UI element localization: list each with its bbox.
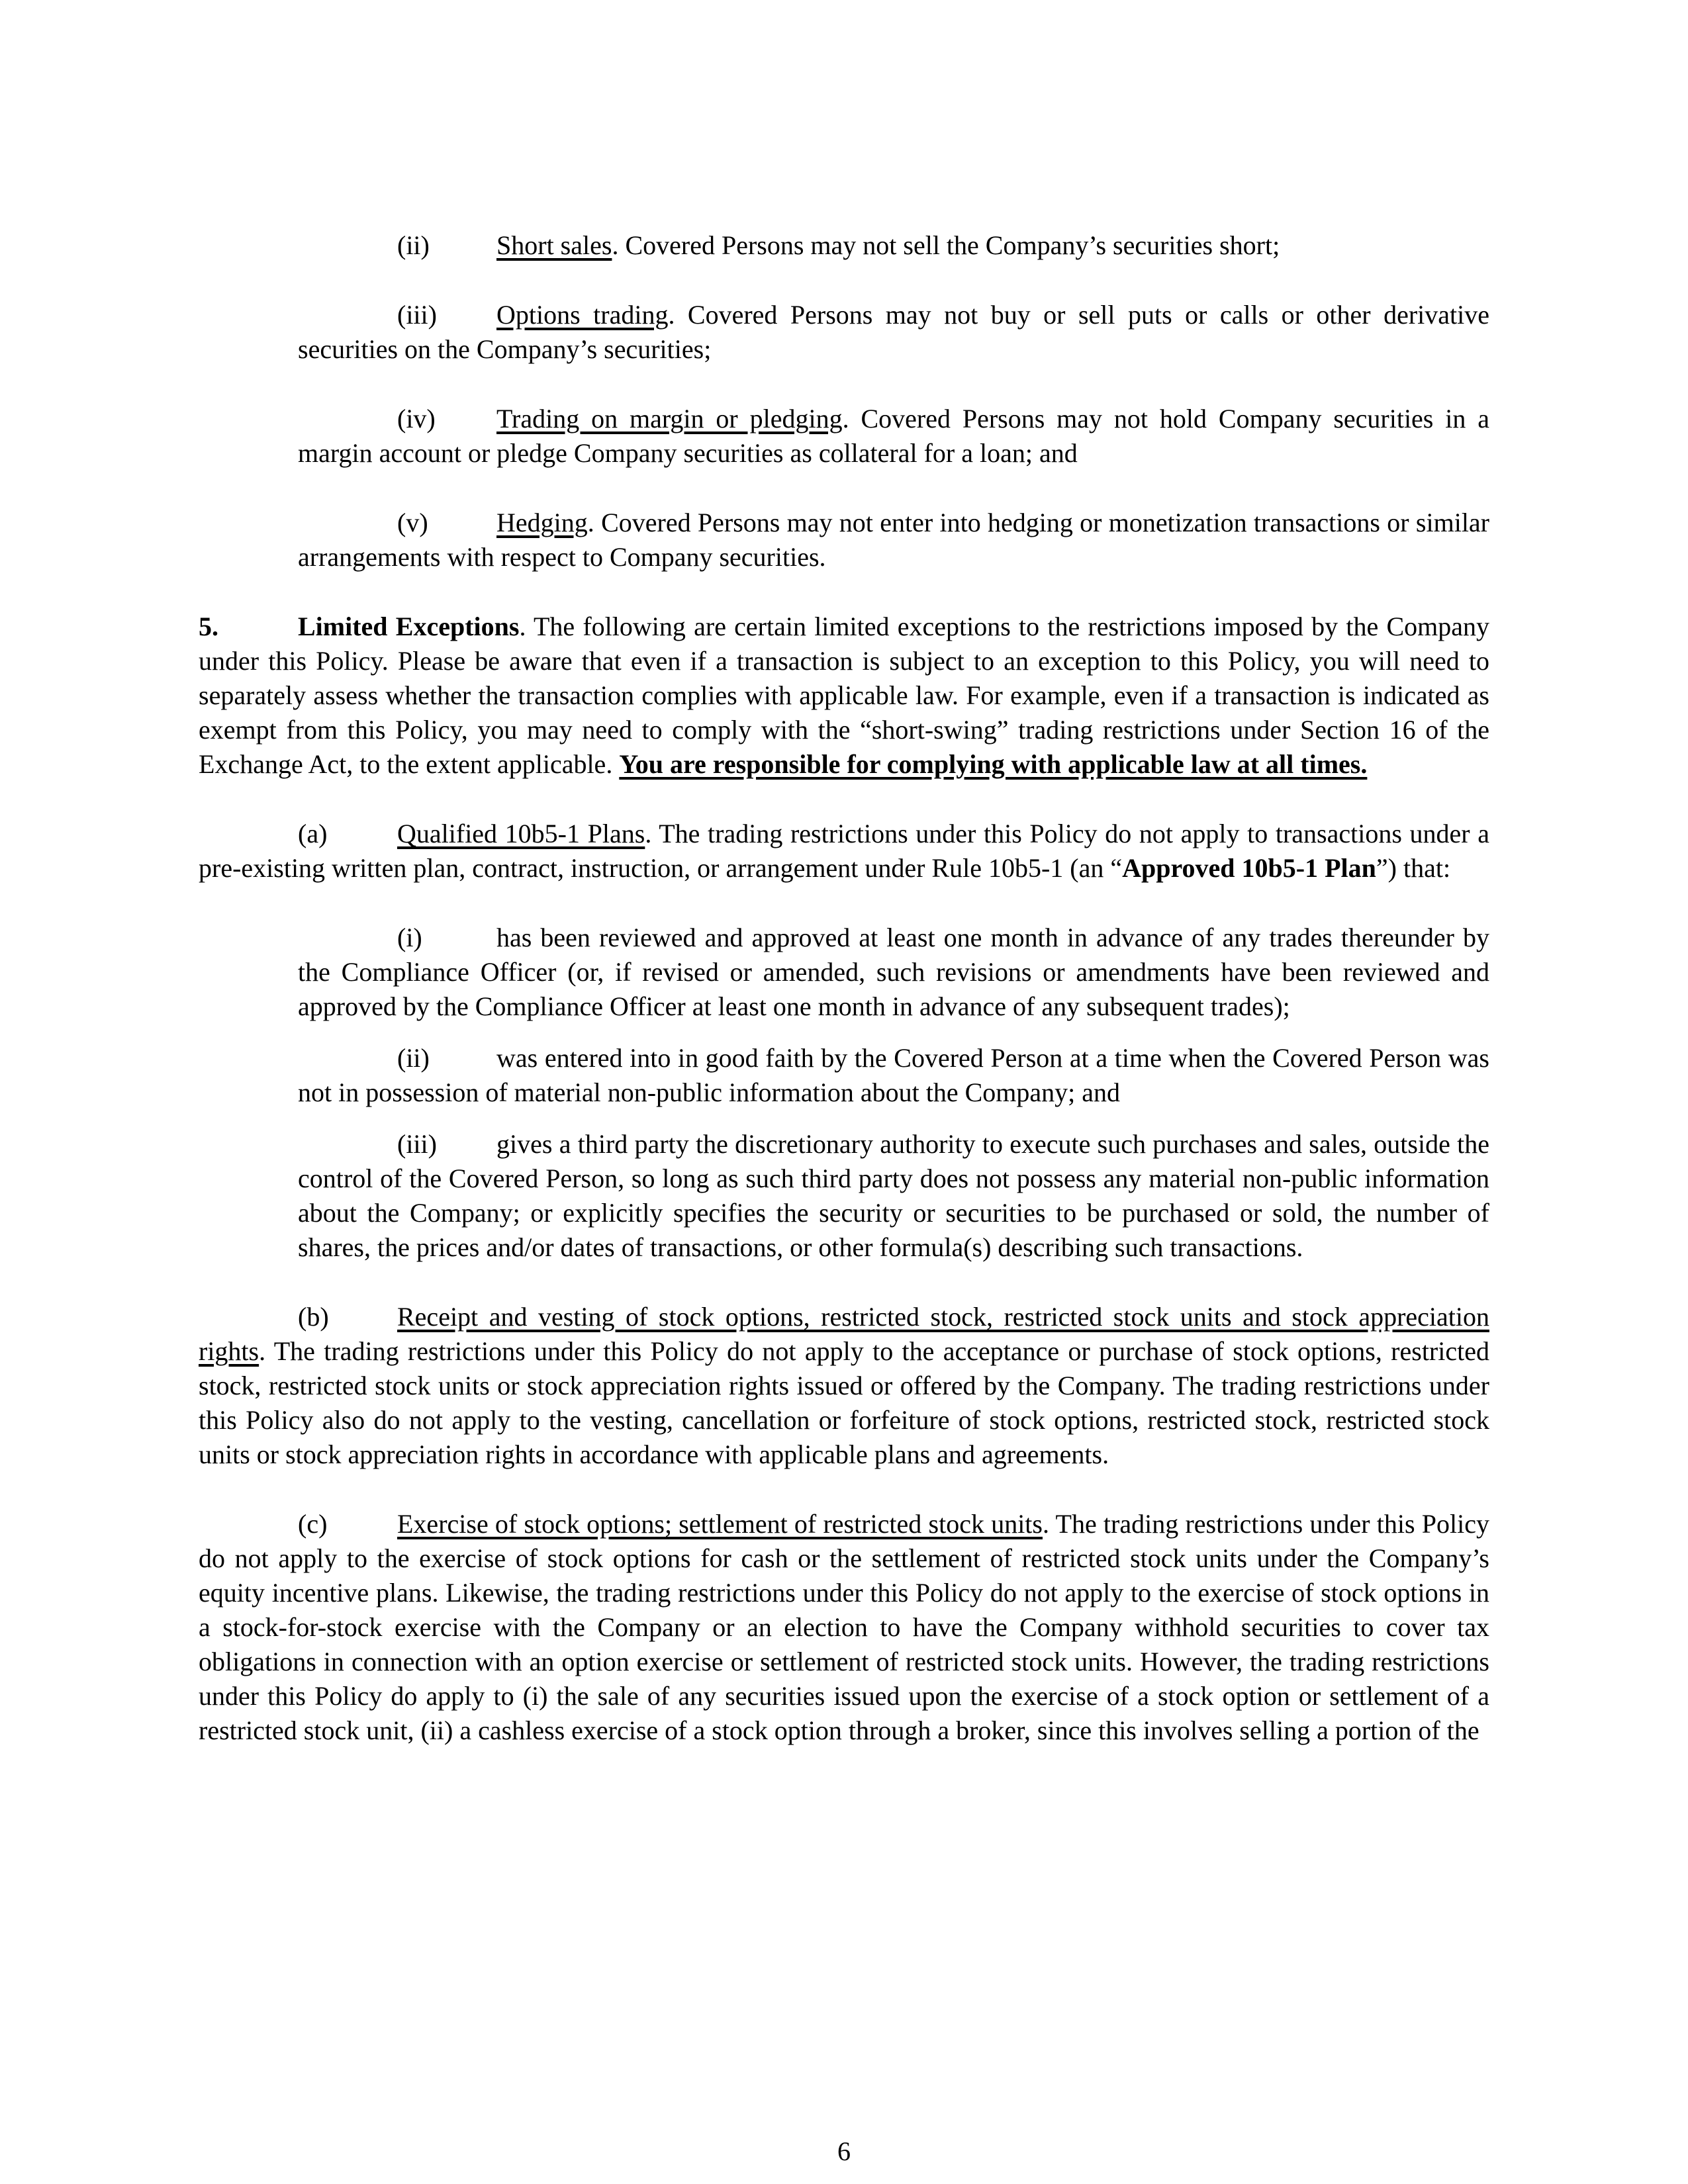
section-text: . The following are certain limited exceptions to the restrictions imposed by the Company under this Policy. Please be aware that even if a transaction is subject to an exception to this Policy, you will need to separately assess whether the transaction complies with applicable law. For example, even if a transaction is indicated as exempt from this Policy, you may need to comply with the “short-swing” trading restrictions under Section 16 of the Exchange Act, to the extent applicable. (199, 612, 1489, 779)
item-text: . Covered Persons may not enter into hedging or monetization transactions or similar arrangements with respect to Company securities. (298, 508, 1489, 572)
section-emphasis: You are responsible for complying with applicable law at all times. (619, 749, 1368, 779)
section-title: Limited Exceptions (298, 612, 520, 641)
item-text: was entered into in good faith by the Covered Person at a time when the Covered Person was not in possession of material non-public information about the Company; and (298, 1043, 1489, 1107)
subsection-text: . The trading restrictions under this Policy do not apply to the exercise of stock options for cash or the settlement of restricted stock units under the Company’s equity incentive plans. Likewise, the trading restrictions under this Policy do not apply to the exercise of stock options in a stock-for-stock exercise with the Company or an election to have the Company withhold securities to cover tax obligations in connection with an option exercise or settlement of restricted stock units. However, the trading restrictions under this Policy do apply to (i) the sale of any securities issued upon the exercise of a stock option or settlement of a restricted stock unit, (ii) a cashless exercise of a stock option through a broker, since this involves selling a portion of the (199, 1509, 1490, 1745)
subsection-title: Exercise of stock options; settlement of restricted stock units (397, 1509, 1043, 1539)
subsection-b-receipt-vesting (199, 1300, 1489, 1472)
plan-condition-i (298, 921, 1489, 1024)
subsection-label: (b) (298, 1302, 329, 1332)
item-label: (iv) (397, 404, 436, 433)
plan-condition-iii (298, 1127, 1489, 1265)
item-title: Hedging (496, 508, 588, 537)
item-text: . Covered Persons may not buy or sell puts or calls or other derivative securities on the Company’s securities; (298, 300, 1489, 364)
item-title: Options trading (496, 300, 669, 330)
item-label: (iii) (397, 1129, 437, 1159)
item-label: (ii) (397, 1043, 430, 1073)
plan-condition-ii (298, 1041, 1489, 1110)
item-title: Trading on margin or pledging (496, 404, 843, 433)
page-number: 6 (837, 2136, 851, 2166)
defined-term: Approved 10b5-1 Plan (1122, 853, 1376, 883)
list-item-short-sales (298, 228, 1489, 263)
subsection-text: . The trading restrictions under this Policy do not apply to transactions under a pre-existing written plan, contract, instruction, or arrangement under Rule 10b5-1 (an “ (199, 819, 1489, 883)
item-label: (iii) (397, 300, 437, 330)
subsection-a-qualified-plans (199, 817, 1489, 886)
item-text: has been reviewed and approved at least one month in advance of any trades thereunder by the Compliance Officer (or, if revised or amended, such revisions or amendments have been reviewed and approved by the Compliance Officer at least one month in advance of any subsequent trades); (298, 923, 1489, 1021)
list-item-options-trading (298, 298, 1489, 367)
subsection-text: . The trading restrictions under this Policy do not apply to the acceptance or purchase of stock options, restricted stock, restricted stock units or stock appreciation rights issued or offered by the Company. The trading restrictions under this Policy also do not apply to the vesting, cancellation or forfeiture of stock options, restricted stock, restricted stock units or stock appreciation rights in accordance with applicable plans and agreements. (199, 1336, 1489, 1469)
section-5-limited-exceptions (199, 610, 1489, 782)
item-label: (ii) (397, 230, 430, 260)
subsection-label: (c) (298, 1509, 328, 1539)
item-text: . Covered Persons may not hold Company securities in a margin account or pledge Company securities as collateral for a loan; and (298, 404, 1489, 468)
subsection-label: (a) (298, 819, 328, 848)
item-text: gives a third party the discretionary authority to execute such purchases and sales, outside the control of the Covered Person, so long as such third party does not possess any material non-public information about the Company; or explicitly specifies the security or securities to be purchased or sold, the number of shares, the prices and/or dates of transactions, or other formula(s) describing such transactions. (298, 1129, 1489, 1262)
item-title: Short sales (496, 230, 612, 260)
list-item-hedging (298, 506, 1489, 574)
subsection-c-exercise-settlement (199, 1507, 1489, 1748)
subsection-title: Qualified 10b5-1 Plans (397, 819, 645, 848)
item-label: (v) (397, 508, 428, 537)
item-text: . Covered Persons may not sell the Company’s securities short; (612, 230, 1280, 260)
page-body (199, 228, 1489, 1748)
subsection-title: Receipt and vesting of stock options, restricted stock, restricted stock units and stock appreciation rights (199, 1302, 1489, 1366)
section-number: 5. (199, 612, 218, 641)
list-item-margin-pledging (298, 402, 1489, 471)
subsection-text-after: ”) that: (1376, 853, 1451, 883)
item-label: (i) (397, 923, 422, 952)
